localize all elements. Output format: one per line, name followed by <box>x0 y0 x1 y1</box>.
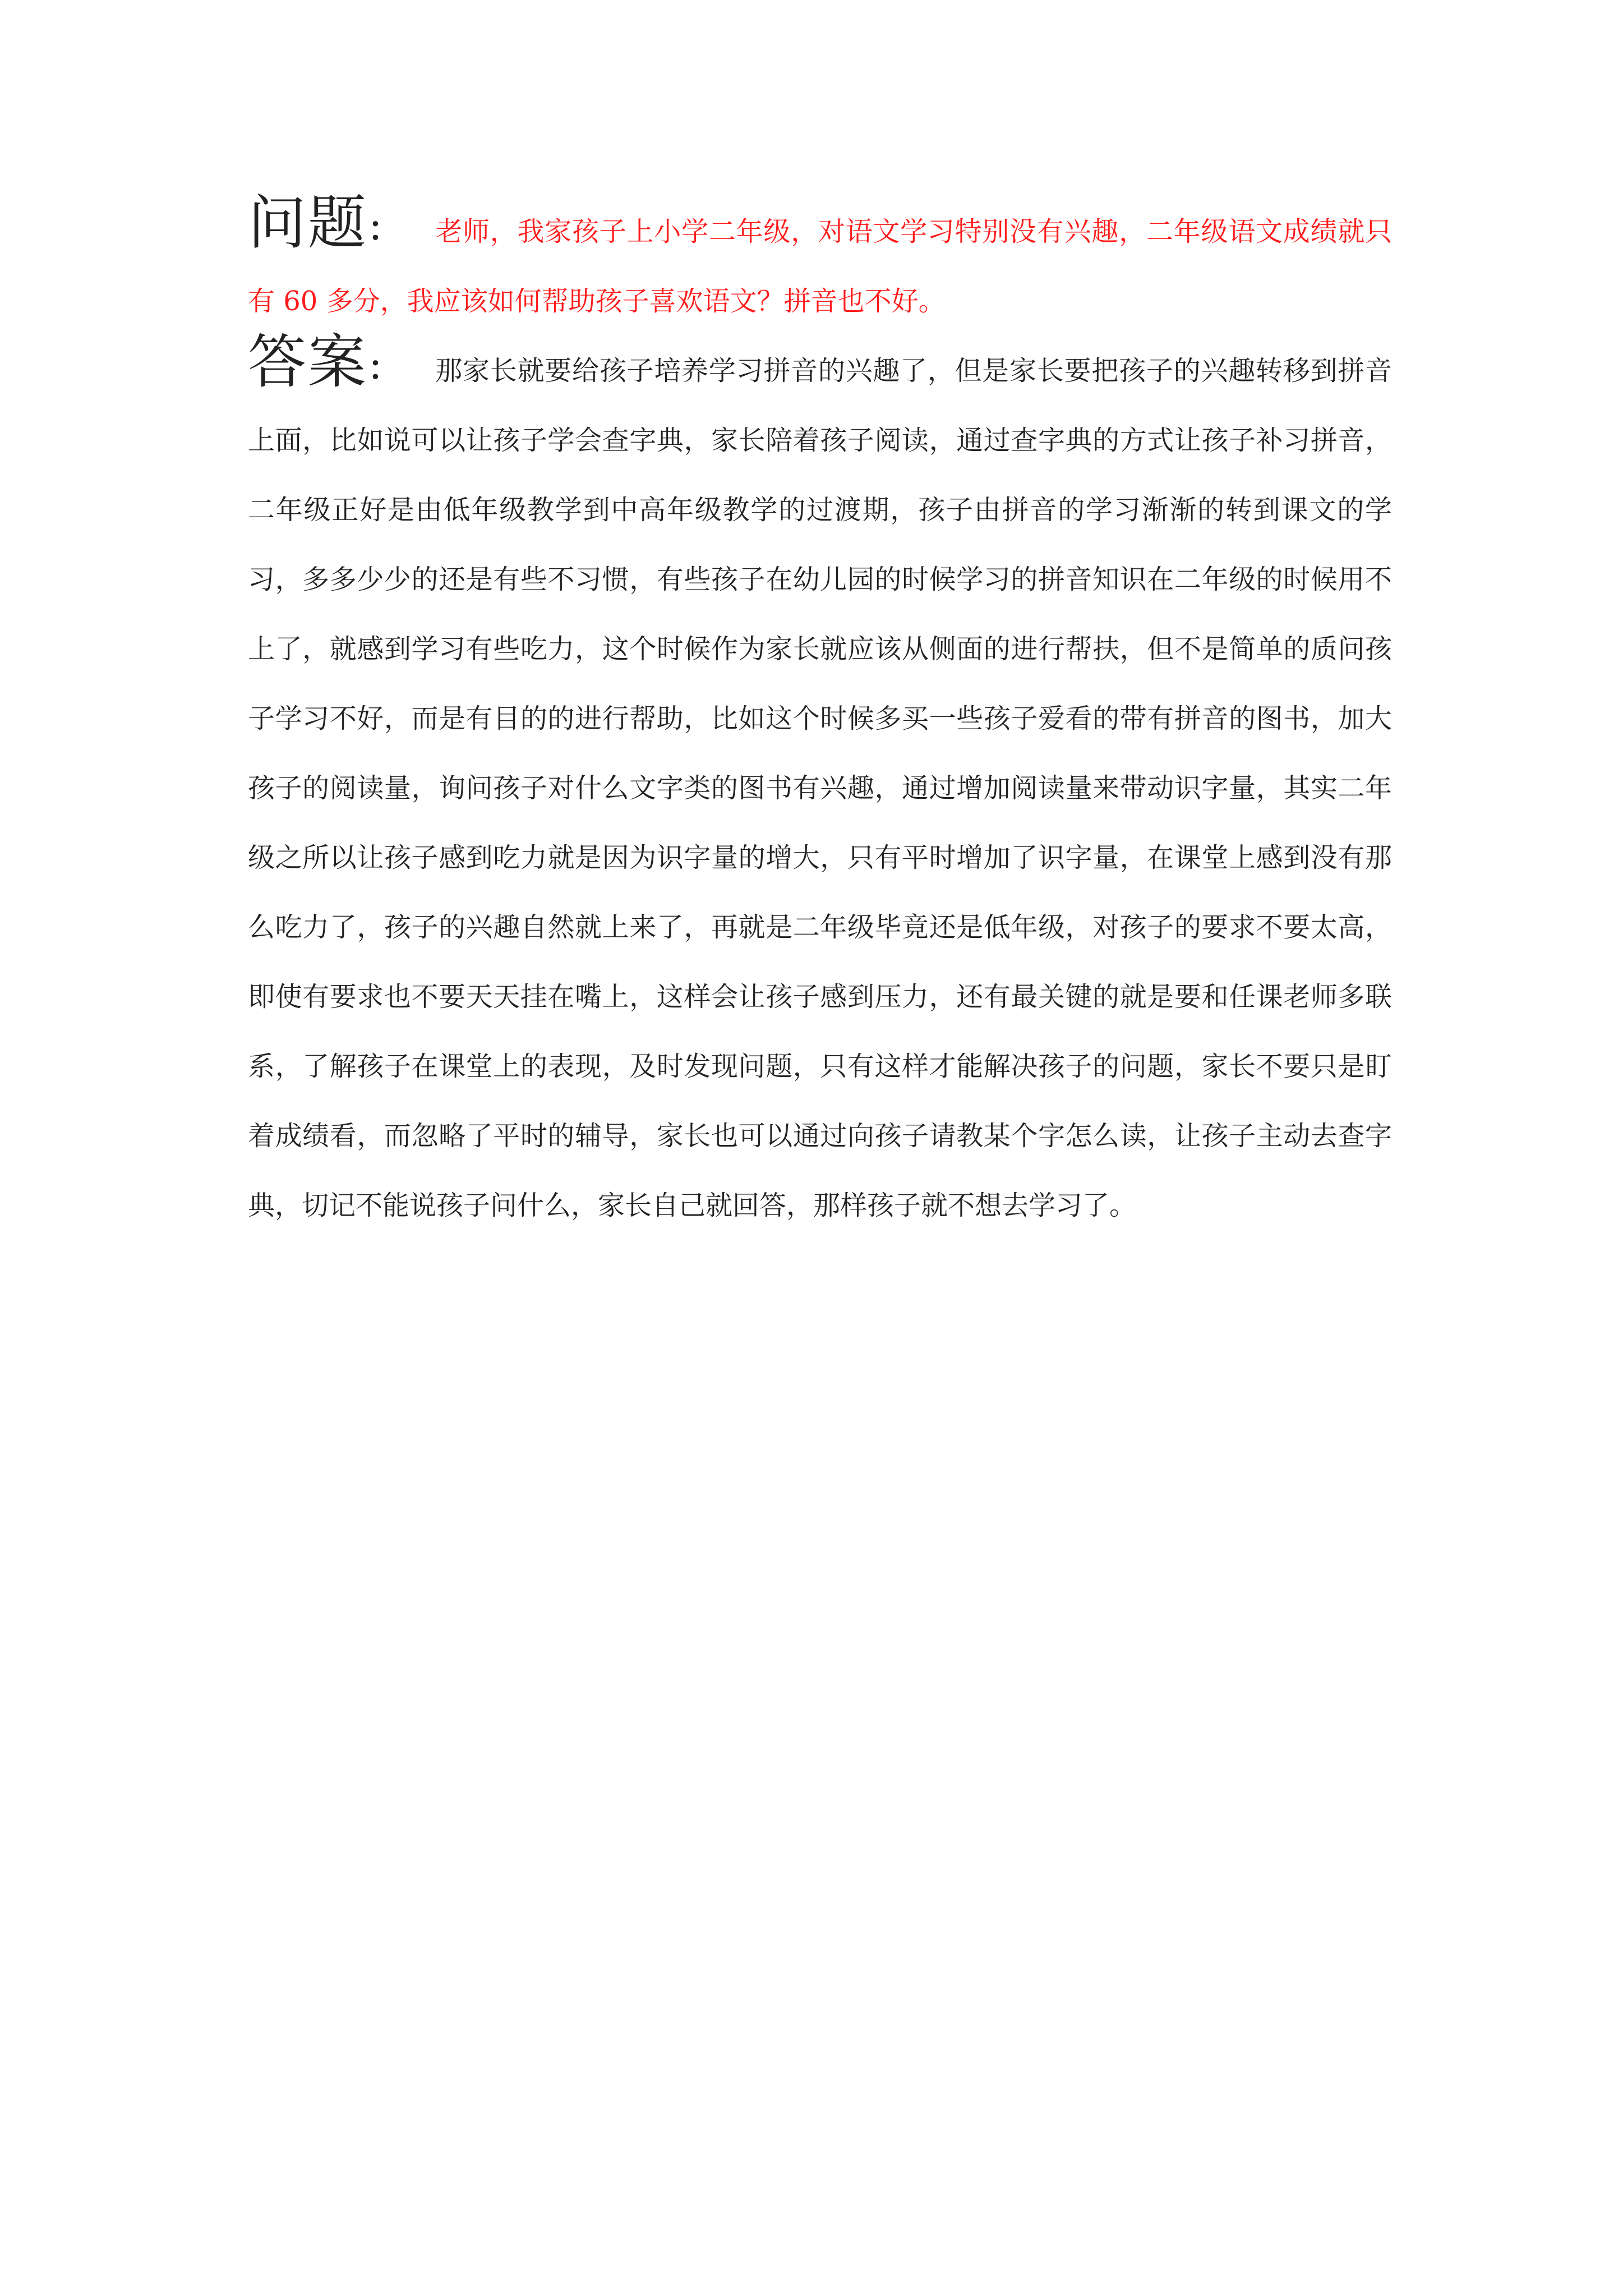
answer-colon: ： <box>367 349 402 388</box>
question-colon: ： <box>367 210 402 249</box>
question-text: 老师，我家孩子上小学二年级，对语文学习特别没有兴趣，二年级语文成绩就只有 60 多分，我应该如何帮助孩子喜欢语文？拼音也不好。 <box>248 216 1392 317</box>
document-content <box>248 188 1392 1240</box>
answer-block <box>248 327 1392 1240</box>
question-block <box>248 188 1392 336</box>
answer-text: 那家长就要给孩子培养学习拼音的兴趣了，但是家长要把孩子的兴趣转移到拼音上面，比如说可以让孩子学会查字典，家长陪着孩子阅读，通过查字典的方式让孩子补习拼音，二年级正好是由低年级教学到中高年级教学的过渡期，孩子由拼音的学习渐渐的转到课文的学习，多多少少的还是有些不习惯，有些孩子在幼儿园的时候学习的拼音知识在二年级的时候用不上了，就感到学习有些吃力，这个时候作为家长就应该从侧面的进行帮扶，但不是简单的质问孩子学习不好，而是有目的的进行帮助，比如这个时候多买一些孩子爱看的带有拼音的图书，加大孩子的阅读量，询问孩子对什么文字类的图书有兴趣，通过增加阅读量来带动识字量，其实二年级之所以让孩子感到吃力就是因为识字量的增大，只有平时增加了识字量，在课堂上感到没有那么吃力了，孩子的兴趣自然就上来了，再就是二年级毕竟还是低年级，对孩子的要求不要太高，即使有要求也不要天天挂在嘴上，这样会让孩子感到压力，还有最关键的就是要和任课老师多联系，了解孩子在课堂上的表现，及时发现问题，只有这样才能解决孩子的问题，家长不要只是盯着成绩看，而忽略了平时的辅导，家长也可以通过向孩子请教某个字怎么读，让孩子主动去查字典，切记不能说孩子问什么，家长自己就回答，那样孩子就不想去学习了。 <box>248 355 1392 1221</box>
question-label: 问题 <box>248 188 368 257</box>
answer-label: 答案 <box>248 328 368 396</box>
